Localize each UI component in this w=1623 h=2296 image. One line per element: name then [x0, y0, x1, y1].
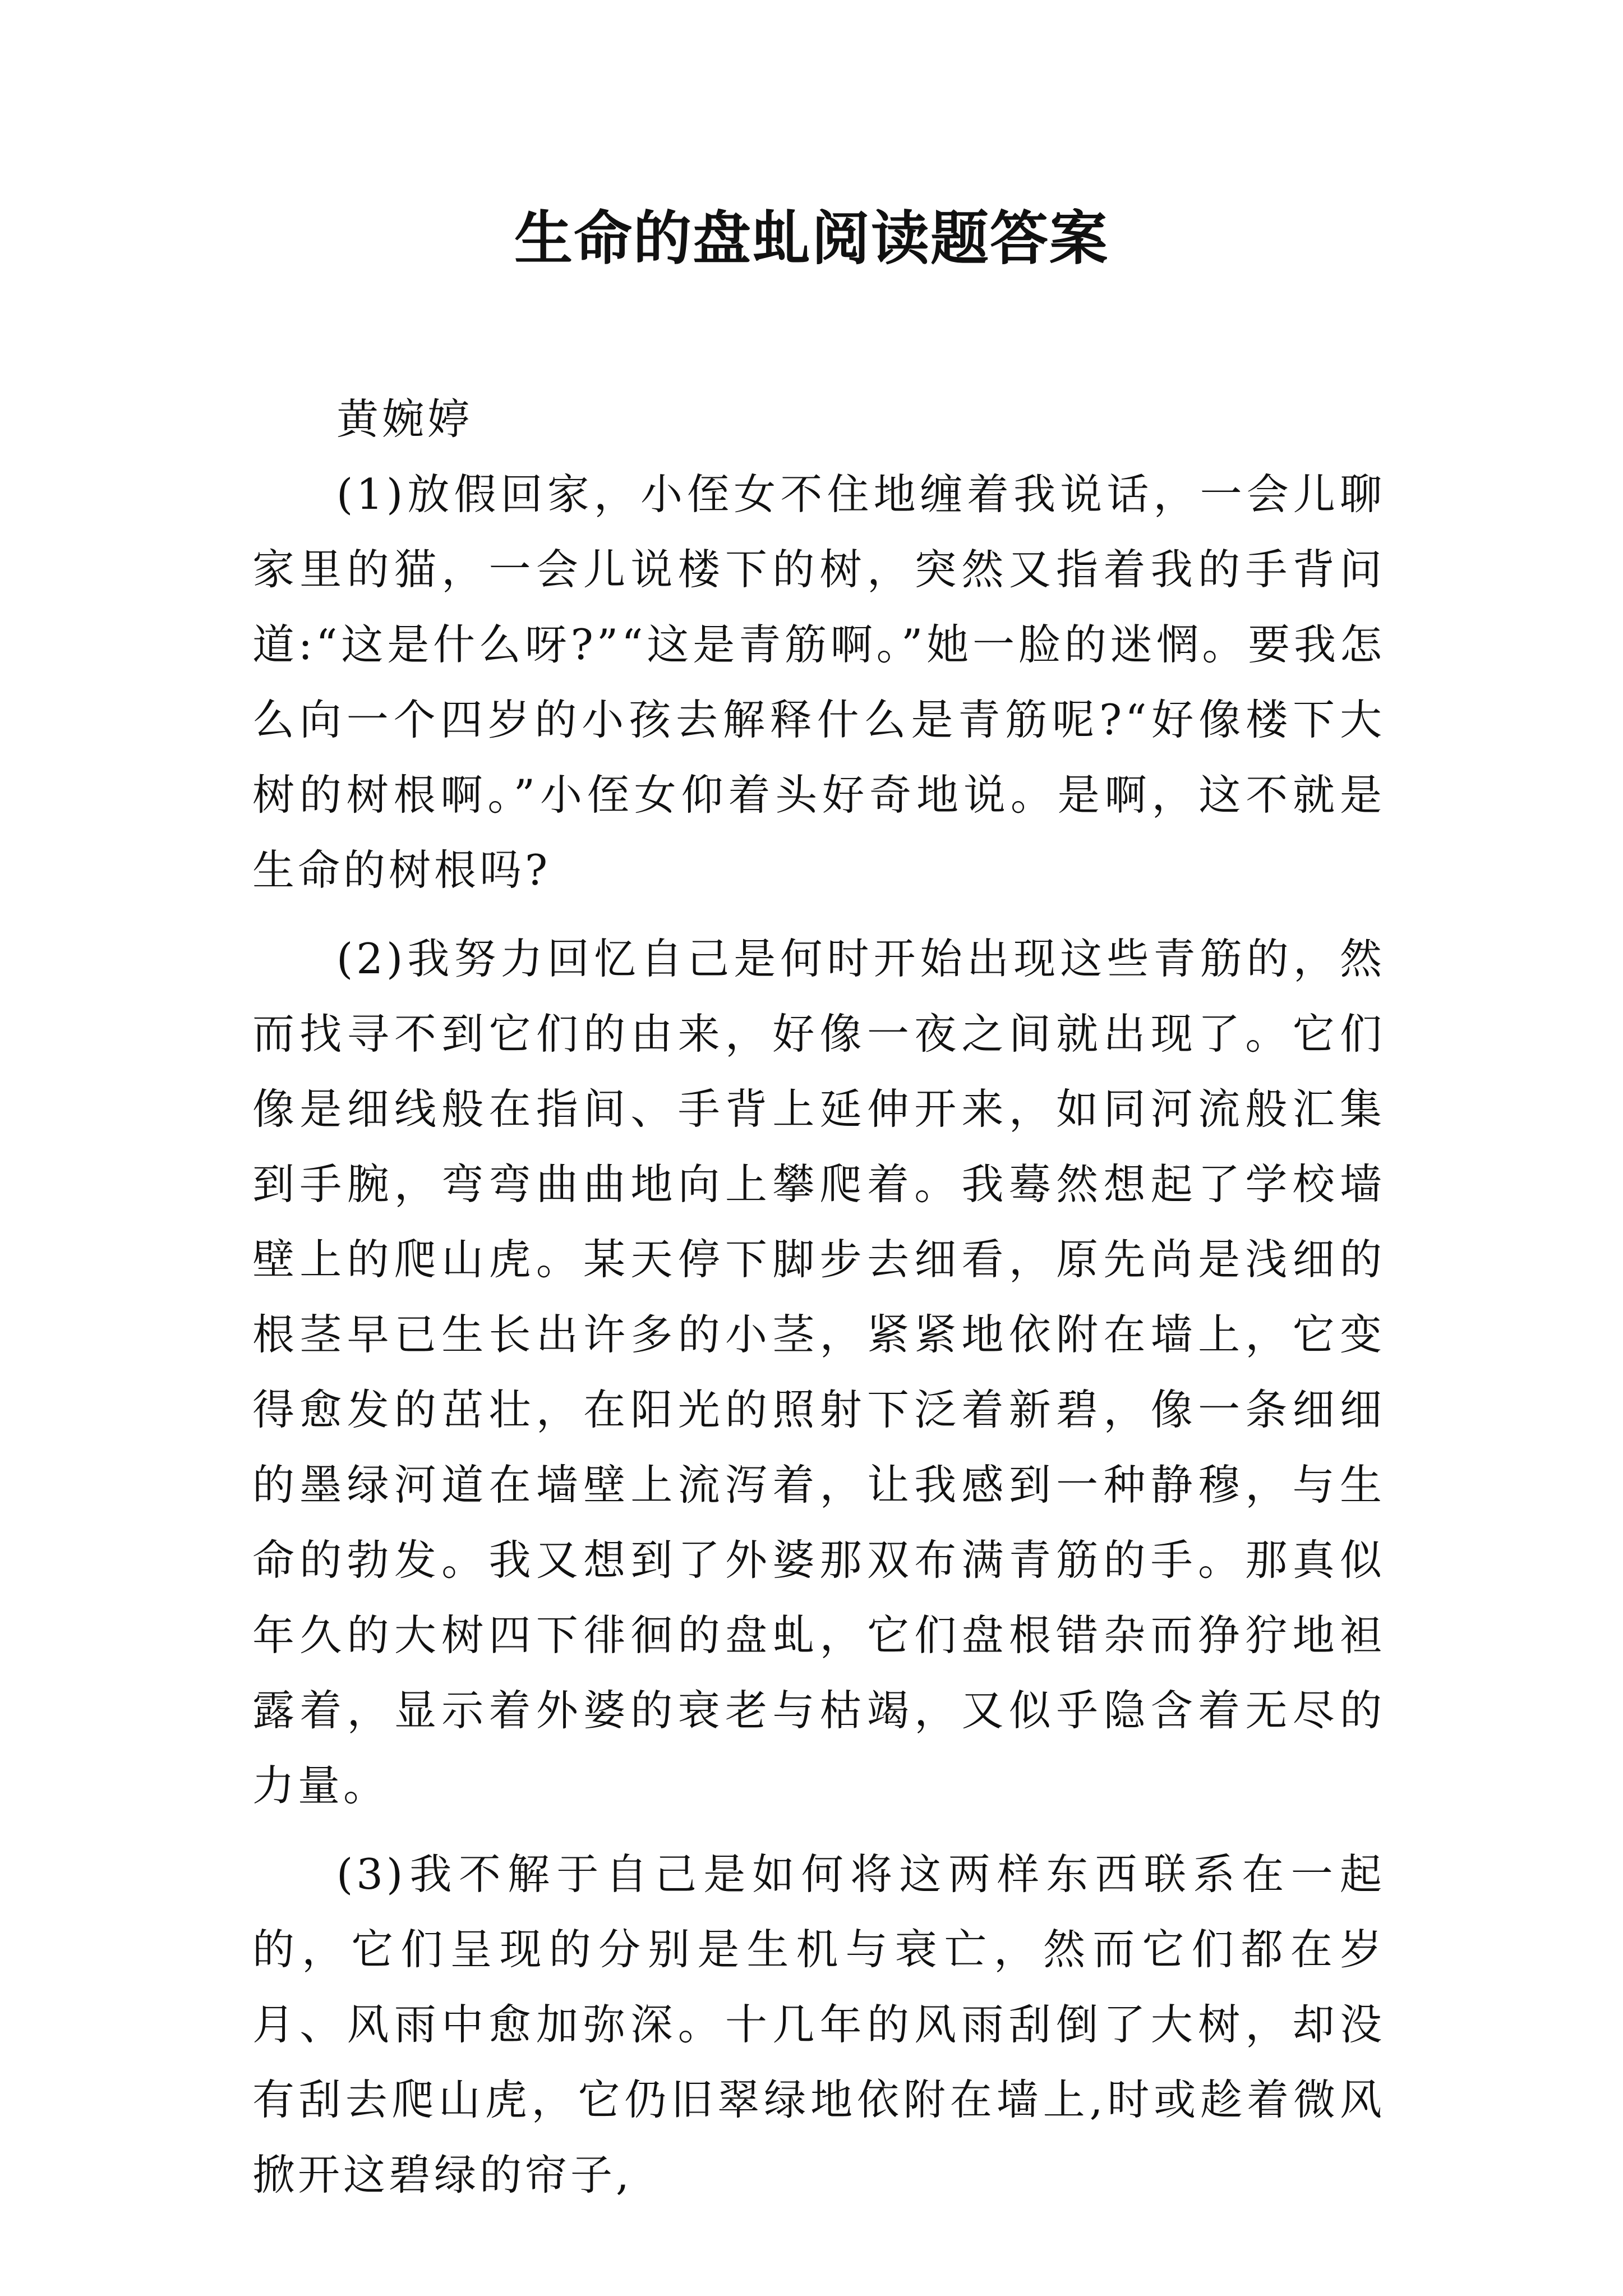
document-body — [252, 381, 1385, 2226]
paragraph-1: (1)放假回家，小侄女不住地缠着我说话，一会儿聊家里的猫，一会儿说楼下的树，突然又指着我的手背问道:“这是什么呀?”“这是青筋啊。”她一脸的迷惘。要我怎么向一个四岁的小孩去解释什么是青筋呢?“好像楼下大树的树根啊。”小侄女仰着头好奇地说。是啊，这不就是生命的树根吗? — [252, 470, 1385, 895]
paragraph-2: (2)我努力回忆自己是何时开始出现这些青筋的，然而找寻不到它们的由来，好像一夜之间就出现了。它们像是细线般在指间、手背上延伸开来，如同河流般汇集到手腕，弯弯曲曲地向上攀爬着。我蓦然想起了学校墙壁上的爬山虎。某天停下脚步去细看，原先尚是浅细的根茎早已生长出许多的小茎，紧紧地依附在墙上，它变得愈发的茁壮，在阳光的照射下泛着新碧，像一条细细的墨绿河道在墙壁上流泻着，让我感到一种静穆，与生命的勃发。我又想到了外婆那双布满青筋的手。那真似年久的大树四下徘徊的盘虬，它们盘根错杂而狰狞地袒露着，显示着外婆的衰老与枯竭，又似乎隐含着无尽的力量。 — [252, 934, 1385, 1810]
paragraph-3: (3)我不解于自己是如何将这两样东西联系在一起的，它们呈现的分别是生机与衰亡，然而它们都在岁月、风雨中愈加弥深。十几年的风雨刮倒了大树，却没有刮去爬山虎，它仍旧翠绿地依附在墙上,时或趁着微风掀开这碧绿的帘子, — [252, 1849, 1385, 2200]
author-name: 黄婉婷 — [336, 394, 473, 444]
document-title: 生命的盘虬阅读题答案 — [514, 204, 1109, 273]
